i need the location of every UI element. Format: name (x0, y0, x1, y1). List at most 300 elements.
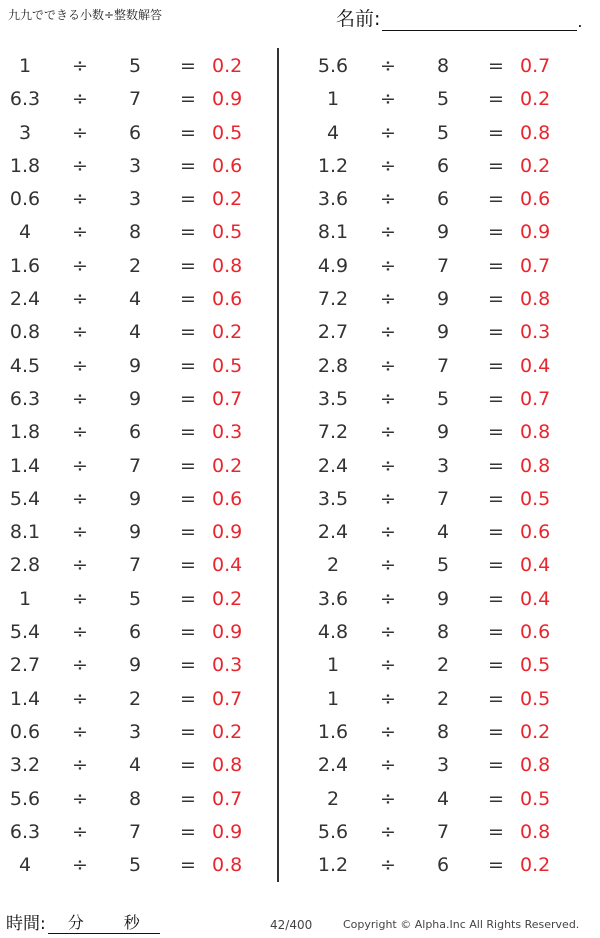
equals-sign: = (180, 454, 196, 477)
problem-row (0, 250, 280, 283)
answer: 0.8 (520, 454, 551, 477)
divide-sign: ÷ (380, 854, 396, 877)
problem-row (308, 216, 588, 249)
equals-sign: = (488, 654, 504, 677)
equals-sign: = (488, 754, 504, 777)
dividend: 4.8 (317, 621, 349, 644)
answer: 0.2 (520, 854, 551, 877)
equals-sign: = (488, 188, 504, 211)
dividend: 2.4 (9, 288, 41, 311)
divisor: 4 (128, 288, 142, 311)
answer: 0.5 (520, 687, 551, 710)
dividend: 1.4 (9, 454, 41, 477)
divide-sign: ÷ (380, 55, 396, 77)
divisor: 6 (436, 854, 450, 877)
dividend: 2.4 (317, 521, 349, 544)
problem-row (308, 849, 588, 882)
problem-row (0, 749, 280, 782)
dividend: 7.2 (317, 288, 349, 311)
answer: 0.8 (520, 121, 551, 144)
problem-row (308, 783, 588, 816)
dividend: 2.4 (317, 754, 349, 777)
divide-sign: ÷ (380, 254, 396, 277)
dividend: 2 (326, 787, 340, 810)
answer: 0.2 (212, 55, 243, 77)
name-end: . (577, 12, 583, 31)
equals-sign: = (180, 621, 196, 644)
equals-sign: = (488, 521, 504, 544)
answer: 0.5 (212, 354, 243, 377)
divisor: 3 (436, 454, 450, 477)
divisor: 6 (128, 421, 142, 444)
dividend: 0.8 (9, 321, 41, 344)
equals-sign: = (180, 188, 196, 211)
divisor: 3 (128, 720, 142, 743)
divisor: 4 (128, 754, 142, 777)
divide-sign: ÷ (72, 221, 88, 244)
divide-sign: ÷ (72, 720, 88, 743)
problem-row (308, 50, 588, 83)
dividend: 3.6 (317, 188, 349, 211)
copyright: Copyright © Alpha.Inc All Rights Reserved. (343, 918, 580, 931)
equals-sign: = (488, 254, 504, 277)
divisor: 8 (436, 55, 450, 77)
divisor: 7 (128, 820, 142, 843)
problem-row (308, 150, 588, 183)
equals-sign: = (488, 221, 504, 244)
divisor: 6 (128, 121, 142, 144)
dividend: 4 (18, 854, 32, 877)
answer: 0.5 (520, 787, 551, 810)
dividend: 2 (326, 554, 340, 577)
answer: 0.8 (520, 820, 551, 843)
problem-column-right (308, 50, 588, 882)
divisor: 9 (436, 288, 450, 311)
problem-row (0, 50, 280, 83)
equals-sign: = (488, 787, 504, 810)
divide-sign: ÷ (72, 521, 88, 544)
problem-row (0, 150, 280, 183)
answer: 0.4 (520, 587, 551, 610)
problem-row (0, 183, 280, 216)
problem-row (308, 283, 588, 316)
divisor: 9 (436, 421, 450, 444)
divisor: 7 (128, 554, 142, 577)
dividend: 6.3 (9, 820, 41, 843)
answer: 0.7 (520, 55, 551, 77)
dividend: 4 (326, 121, 340, 144)
dividend: 5.6 (317, 820, 349, 843)
dividend: 5.4 (9, 487, 41, 510)
equals-sign: = (180, 254, 196, 277)
problem-row (308, 416, 588, 449)
dividend: 1 (18, 55, 32, 77)
divide-sign: ÷ (380, 288, 396, 311)
divide-sign: ÷ (72, 687, 88, 710)
seconds-label: 秒 (123, 913, 140, 932)
dividend: 1 (326, 88, 340, 111)
dividend: 8.1 (317, 221, 349, 244)
divisor: 8 (436, 621, 450, 644)
answer: 0.6 (520, 521, 551, 544)
dividend: 2.8 (9, 554, 41, 577)
column-divider (277, 48, 279, 882)
dividend: 1.4 (9, 687, 41, 710)
answer: 0.6 (520, 621, 551, 644)
answer: 0.7 (520, 254, 551, 277)
divisor: 2 (436, 687, 450, 710)
equals-sign: = (488, 55, 504, 77)
equals-sign: = (180, 421, 196, 444)
divisor: 4 (436, 787, 450, 810)
dividend: 4 (18, 221, 32, 244)
dividend: 5.6 (9, 787, 41, 810)
equals-sign: = (180, 754, 196, 777)
divisor: 8 (128, 787, 142, 810)
answer: 0.3 (520, 321, 551, 344)
problem-row (0, 316, 280, 349)
divisor: 5 (128, 854, 142, 877)
divisor: 7 (128, 454, 142, 477)
problem-row (308, 516, 588, 549)
answer: 0.9 (212, 820, 243, 843)
divide-sign: ÷ (380, 654, 396, 677)
divisor: 7 (436, 820, 450, 843)
answer: 0.5 (212, 121, 243, 144)
dividend: 1.8 (9, 421, 41, 444)
worksheet-title: 九九でできる小数÷整数解答 (8, 8, 163, 22)
problem-row (308, 483, 588, 516)
divisor: 9 (436, 587, 450, 610)
divisor: 3 (436, 754, 450, 777)
divide-sign: ÷ (380, 154, 396, 177)
dividend: 1.6 (317, 720, 349, 743)
dividend: 6.3 (9, 88, 41, 111)
name-blank (382, 10, 577, 31)
equals-sign: = (488, 621, 504, 644)
problem-row (0, 216, 280, 249)
problem-row (0, 383, 280, 416)
equals-sign: = (488, 154, 504, 177)
answer: 0.6 (520, 188, 551, 211)
answer: 0.3 (212, 654, 243, 677)
problem-row (0, 350, 280, 383)
answer: 0.8 (212, 254, 243, 277)
dividend: 3 (18, 121, 32, 144)
dividend: 1 (18, 587, 32, 610)
problem-row (0, 683, 280, 716)
equals-sign: = (180, 720, 196, 743)
divide-sign: ÷ (380, 188, 396, 211)
divide-sign: ÷ (380, 487, 396, 510)
time-field (6, 909, 160, 934)
problem-row (0, 450, 280, 483)
divide-sign: ÷ (72, 754, 88, 777)
divide-sign: ÷ (72, 288, 88, 311)
divide-sign: ÷ (380, 587, 396, 610)
divisor: 7 (436, 487, 450, 510)
equals-sign: = (180, 687, 196, 710)
answer: 0.5 (520, 654, 551, 677)
problem-row (0, 783, 280, 816)
equals-sign: = (488, 487, 504, 510)
equals-sign: = (488, 88, 504, 111)
divisor: 3 (128, 188, 142, 211)
answer: 0.3 (212, 421, 243, 444)
answer: 0.7 (520, 387, 551, 410)
equals-sign: = (488, 687, 504, 710)
divisor: 7 (436, 254, 450, 277)
divisor: 2 (128, 254, 142, 277)
answer: 0.4 (212, 554, 243, 577)
divisor: 2 (436, 654, 450, 677)
problem-row (308, 649, 588, 682)
problem-row (0, 649, 280, 682)
dividend: 1.8 (9, 154, 41, 177)
problem-row (308, 583, 588, 616)
answer: 0.8 (212, 754, 243, 777)
problem-row (0, 716, 280, 749)
answer: 0.7 (212, 387, 243, 410)
minutes-label: 分 (67, 913, 84, 932)
divide-sign: ÷ (72, 188, 88, 211)
divide-sign: ÷ (380, 321, 396, 344)
problem-row (0, 583, 280, 616)
divisor: 9 (128, 487, 142, 510)
time-blank (48, 912, 160, 934)
divide-sign: ÷ (72, 454, 88, 477)
dividend: 3.5 (317, 387, 349, 410)
equals-sign: = (488, 587, 504, 610)
equals-sign: = (488, 288, 504, 311)
problem-row (0, 483, 280, 516)
problem-row (0, 549, 280, 582)
divisor: 6 (436, 154, 450, 177)
equals-sign: = (488, 421, 504, 444)
answer: 0.7 (212, 687, 243, 710)
divide-sign: ÷ (72, 621, 88, 644)
dividend: 1.2 (317, 854, 349, 877)
divide-sign: ÷ (72, 254, 88, 277)
divisor: 4 (128, 321, 142, 344)
problem-row (308, 816, 588, 849)
answer: 0.9 (212, 521, 243, 544)
equals-sign: = (488, 321, 504, 344)
answer: 0.4 (520, 354, 551, 377)
divide-sign: ÷ (72, 387, 88, 410)
answer: 0.5 (212, 221, 243, 244)
answer: 0.8 (212, 854, 243, 877)
problem-row (0, 83, 280, 116)
divide-sign: ÷ (380, 787, 396, 810)
divide-sign: ÷ (380, 754, 396, 777)
equals-sign: = (180, 288, 196, 311)
answer: 0.6 (212, 487, 243, 510)
divisor: 8 (128, 221, 142, 244)
problem-row (308, 450, 588, 483)
divide-sign: ÷ (380, 121, 396, 144)
dividend: 2.7 (9, 654, 41, 677)
equals-sign: = (180, 221, 196, 244)
divisor: 2 (128, 687, 142, 710)
divide-sign: ÷ (72, 587, 88, 610)
divisor: 8 (436, 720, 450, 743)
dividend: 1.6 (9, 254, 41, 277)
divide-sign: ÷ (72, 321, 88, 344)
divide-sign: ÷ (380, 687, 396, 710)
answer: 0.4 (520, 554, 551, 577)
divide-sign: ÷ (380, 720, 396, 743)
divide-sign: ÷ (72, 820, 88, 843)
problem-row (0, 416, 280, 449)
dividend: 5.6 (317, 55, 349, 77)
divide-sign: ÷ (380, 221, 396, 244)
divisor: 5 (128, 55, 142, 77)
answer: 0.5 (520, 487, 551, 510)
equals-sign: = (488, 354, 504, 377)
divisor: 5 (128, 587, 142, 610)
divide-sign: ÷ (380, 621, 396, 644)
problem-row (0, 117, 280, 150)
divisor: 9 (128, 654, 142, 677)
divisor: 9 (436, 321, 450, 344)
name-field (336, 4, 583, 31)
divisor: 6 (436, 188, 450, 211)
divide-sign: ÷ (72, 354, 88, 377)
equals-sign: = (180, 55, 196, 77)
answer: 0.2 (520, 88, 551, 111)
problem-row (308, 350, 588, 383)
equals-sign: = (488, 121, 504, 144)
dividend: 3.5 (317, 487, 349, 510)
problem-row (308, 316, 588, 349)
divide-sign: ÷ (72, 88, 88, 111)
answer: 0.9 (212, 88, 243, 111)
answer: 0.2 (212, 587, 243, 610)
divide-sign: ÷ (72, 554, 88, 577)
problem-row (308, 683, 588, 716)
equals-sign: = (180, 654, 196, 677)
divisor: 3 (128, 154, 142, 177)
dividend: 3.6 (317, 587, 349, 610)
divisor: 5 (436, 88, 450, 111)
divide-sign: ÷ (380, 554, 396, 577)
answer: 0.8 (520, 421, 551, 444)
divide-sign: ÷ (380, 88, 396, 111)
name-label: 名前: (336, 8, 381, 30)
problem-row (308, 383, 588, 416)
dividend: 5.4 (9, 621, 41, 644)
answer: 0.6 (212, 288, 243, 311)
answer: 0.2 (212, 321, 243, 344)
equals-sign: = (180, 521, 196, 544)
dividend: 1.2 (317, 154, 349, 177)
divide-sign: ÷ (380, 820, 396, 843)
problem-row (308, 83, 588, 116)
divide-sign: ÷ (72, 421, 88, 444)
dividend: 1 (326, 654, 340, 677)
divide-sign: ÷ (380, 421, 396, 444)
answer: 0.2 (520, 154, 551, 177)
problem-row (308, 616, 588, 649)
divisor: 5 (436, 387, 450, 410)
divide-sign: ÷ (380, 354, 396, 377)
answer: 0.8 (520, 754, 551, 777)
divide-sign: ÷ (72, 154, 88, 177)
divisor: 7 (436, 354, 450, 377)
equals-sign: = (180, 88, 196, 111)
equals-sign: = (488, 820, 504, 843)
divisor: 4 (436, 521, 450, 544)
answer: 0.8 (520, 288, 551, 311)
dividend: 2.4 (317, 454, 349, 477)
divide-sign: ÷ (72, 55, 88, 77)
equals-sign: = (180, 387, 196, 410)
equals-sign: = (180, 554, 196, 577)
equals-sign: = (488, 554, 504, 577)
dividend: 8.1 (9, 521, 41, 544)
equals-sign: = (180, 854, 196, 877)
problem-row (308, 183, 588, 216)
divide-sign: ÷ (72, 854, 88, 877)
problem-row (308, 716, 588, 749)
dividend: 1 (326, 687, 340, 710)
divide-sign: ÷ (72, 487, 88, 510)
problem-row (308, 117, 588, 150)
equals-sign: = (180, 121, 196, 144)
equals-sign: = (180, 154, 196, 177)
answer: 0.2 (212, 720, 243, 743)
divisor: 9 (436, 221, 450, 244)
answer: 0.9 (520, 221, 551, 244)
problem-row (0, 616, 280, 649)
dividend: 4.5 (9, 354, 41, 377)
divisor: 7 (128, 88, 142, 111)
answer: 0.2 (520, 720, 551, 743)
problem-column-left (0, 50, 280, 882)
equals-sign: = (180, 321, 196, 344)
problem-row (308, 250, 588, 283)
divisor: 9 (128, 354, 142, 377)
problem-row (0, 849, 280, 882)
equals-sign: = (180, 787, 196, 810)
divide-sign: ÷ (380, 387, 396, 410)
equals-sign: = (180, 587, 196, 610)
divisor: 6 (128, 621, 142, 644)
equals-sign: = (488, 854, 504, 877)
divide-sign: ÷ (72, 121, 88, 144)
problem-row (308, 749, 588, 782)
answer: 0.9 (212, 621, 243, 644)
equals-sign: = (180, 354, 196, 377)
divisor: 5 (436, 554, 450, 577)
divisor: 9 (128, 387, 142, 410)
equals-sign: = (488, 387, 504, 410)
dividend: 7.2 (317, 421, 349, 444)
problem-row (0, 816, 280, 849)
dividend: 0.6 (9, 188, 41, 211)
divisor: 5 (436, 121, 450, 144)
dividend: 2.7 (317, 321, 349, 344)
dividend: 2.8 (317, 354, 349, 377)
equals-sign: = (180, 487, 196, 510)
problem-row (0, 516, 280, 549)
answer: 0.2 (212, 188, 243, 211)
page-number: 42/400 (270, 918, 313, 932)
divisor: 9 (128, 521, 142, 544)
equals-sign: = (488, 454, 504, 477)
answer: 0.2 (212, 454, 243, 477)
